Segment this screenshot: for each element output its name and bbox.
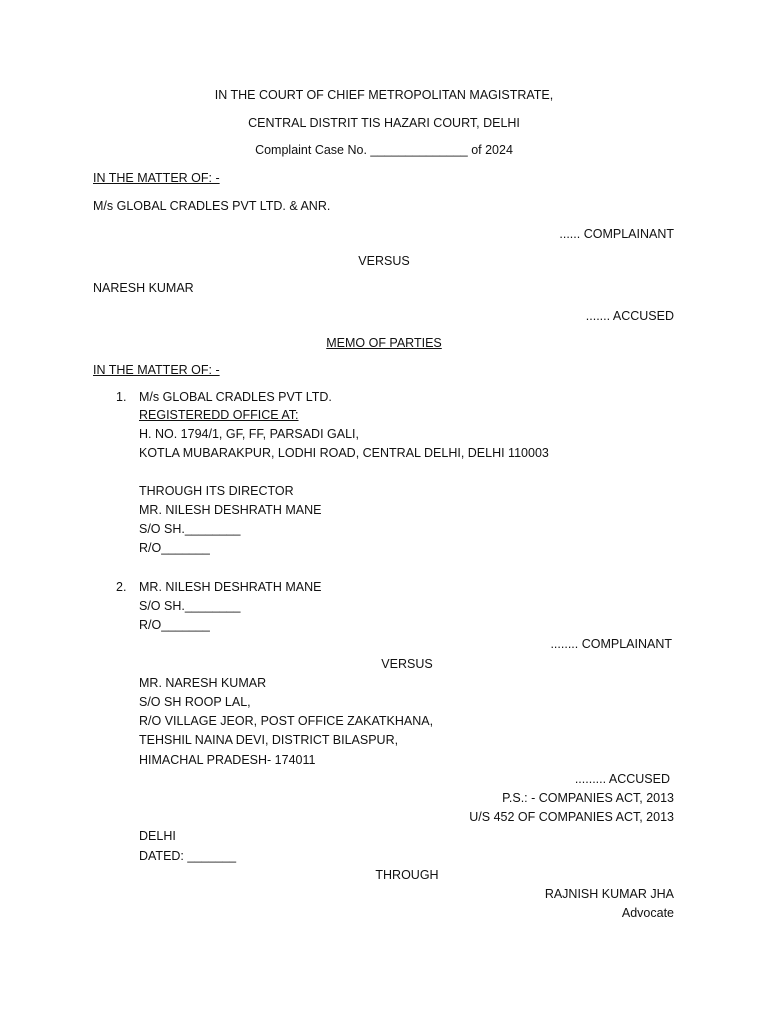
memo-accused-tag: ......... ACCUSED [574,772,670,786]
party1-ro: R/O_______ [139,541,210,555]
party1-address1: H. NO. 1794/1, GF, FF, PARSADI GALI, [139,427,359,441]
memo-versus-label: VERSUS [381,657,433,671]
accused-tag: ....... ACCUSED [585,309,674,323]
accused-full-name: MR. NARESH KUMAR [139,676,267,690]
place-label: DELHI [139,829,176,843]
party1-so: S/O SH.________ [139,522,241,536]
complainant-name: M/s GLOBAL CRADLES PVT LTD. & ANR. [93,199,331,213]
accused-address1: R/O VILLAGE JEOR, POST OFFICE ZAKATKHANA, [139,714,434,728]
party1-director: MR. NILESH DESHRATH MANE [139,503,322,517]
accused-name: NARESH KUMAR [93,281,194,295]
complainant-tag: ...... COMPLAINANT [559,227,674,241]
police-station: P.S.: - COMPANIES ACT, 2013 [502,791,674,805]
party2-ro: R/O_______ [139,618,210,632]
matter-heading: IN THE MATTER OF: - [93,171,220,185]
party2-number: 2. [116,580,127,594]
through-label: THROUGH [375,868,439,882]
under-section: U/S 452 OF COMPANIES ACT, 2013 [469,810,674,824]
versus-label: VERSUS [358,254,410,268]
party1-through: THROUGH ITS DIRECTOR [139,484,294,498]
memo-heading: MEMO OF PARTIES [326,336,442,350]
party1-office-label: REGISTEREDD OFFICE AT: [139,408,299,422]
advocate-title: Advocate [621,906,674,920]
accused-address3: HIMACHAL PRADESH- 174011 [139,753,316,767]
advocate-name: RAJNISH KUMAR JHA [544,887,674,901]
party1-address2: KOTLA MUBARAKPUR, LODHI ROAD, CENTRAL DELHI, DELHI 110003 [139,446,549,460]
accused-so: S/O SH ROOP LAL, [139,695,251,709]
party1-number: 1. [116,390,127,404]
party2-name: MR. NILESH DESHRATH MANE [139,580,322,594]
court-title-line2: CENTRAL DISTRIT TIS HAZARI COURT, DELHI [248,116,520,130]
case-number: Complaint Case No. ______________ of 2024 [255,143,513,157]
court-title-line1: IN THE COURT OF CHIEF METROPOLITAN MAGISTRATE, [214,88,554,102]
party1-name: M/s GLOBAL CRADLES PVT LTD. [139,390,332,404]
memo-matter-heading: IN THE MATTER OF: - [93,363,220,377]
party2-so: S/O SH.________ [139,599,241,613]
memo-complainant-tag: ........ COMPLAINANT [550,637,672,651]
dated-label: DATED: _______ [139,849,237,863]
accused-address2: TEHSHIL NAINA DEVI, DISTRICT BILASPUR, [139,733,399,747]
